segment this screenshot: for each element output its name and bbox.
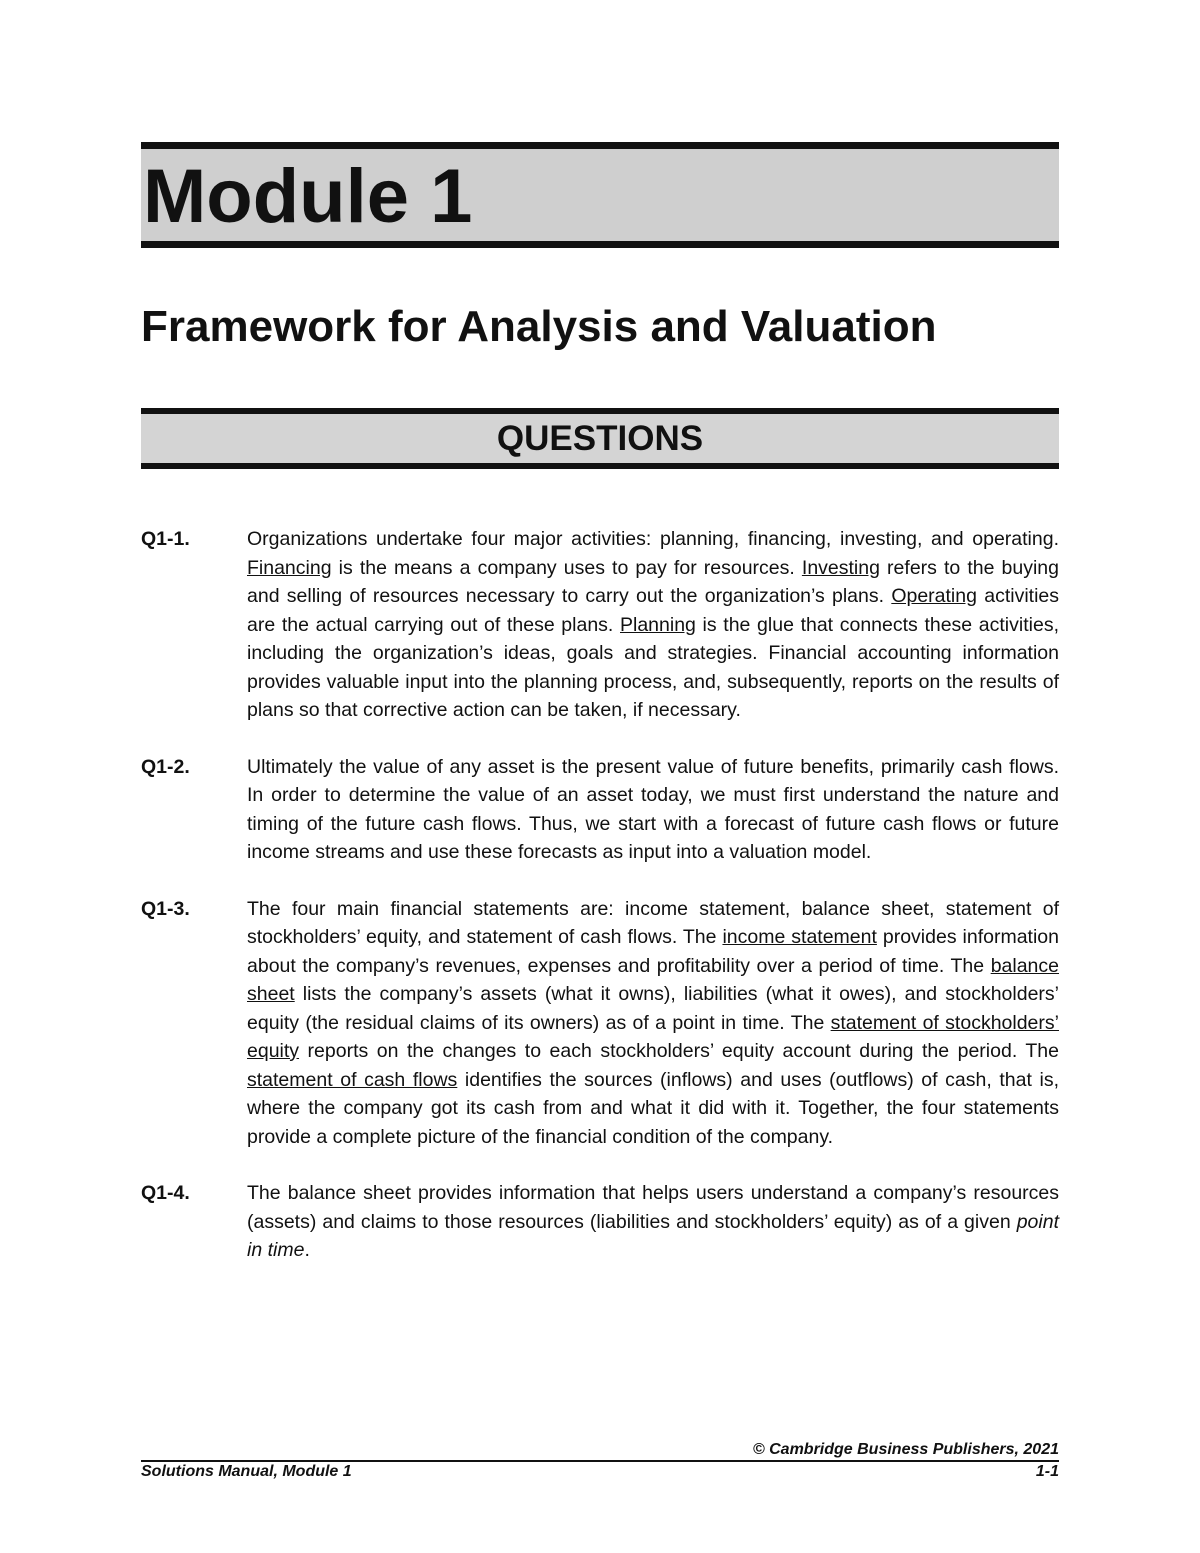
question-number: Q1-2. <box>141 755 190 778</box>
underlined-term: statement of stockholders’ equity <box>247 1011 1059 1062</box>
answer-text <box>247 1179 1059 1265</box>
underlined-term: Planning <box>620 613 696 636</box>
underlined-term: Investing <box>801 556 880 579</box>
text-segment: provides information about the company’s revenues, expenses and profitability over a period of time. The <box>247 926 1059 977</box>
module-heading-band <box>141 142 1059 248</box>
question-number: Q1-4. <box>141 1182 190 1204</box>
questions-heading-band <box>141 408 1059 469</box>
copyright-notice: © Cambridge Business Publishers, 2021 <box>752 1441 1059 1458</box>
question-item <box>141 1179 1059 1265</box>
text-segment: The four main financial statements are: income statement, balance sheet, statement of stockholders’ equity, and statement of cash flows. The <box>247 897 1059 948</box>
text-segment: activities are the actual carrying out of these plans. <box>247 585 1059 636</box>
question-item <box>141 525 1059 725</box>
text-segment: . <box>304 1239 310 1261</box>
text-segment: identifies the sources (inflows) and uses (outflows) of cash, that is, where the company got its cash from and what it did with it. Together, the four statements provide a complete picture of the financial condition of the company. <box>247 1068 1059 1148</box>
answer-text <box>247 895 1059 1152</box>
text-segment: lists the company’s assets (what it owns), liabilities (what it owes), and stockholders’ equity (the residual claims of its owners) as of a point in time. The <box>247 983 1059 1034</box>
footer-manual-title: Solutions Manual, Module 1 <box>141 1463 352 1480</box>
text-segment: The balance sheet provides information that helps users understand a company’s resources (assets) and claims to those resources (liabilities and stockholders’ equity) as of a given <box>247 1182 1059 1233</box>
text-segment: is the glue that connects these activities, including the organization’s ideas, goals and strategies. Financial accounting information provides valuable input into the planning process, and, subsequently, reports on the results of plans so that corrective action can be taken, if necessary. <box>247 613 1059 721</box>
text-segment: Organizations undertake four major activities: planning, financing, investing, and operating. <box>247 528 1059 550</box>
text-segment: reports on the changes to each stockholders’ equity account during the period. The <box>299 1040 1059 1062</box>
module-title: Module 1 <box>143 154 473 239</box>
underlined-term: statement of cash flows <box>247 1068 458 1091</box>
italic-term: point in time <box>247 1210 1059 1261</box>
text-segment: refers to the buying and selling of resources necessary to carry out the organization’s plans. <box>247 556 1059 607</box>
question-number: Q1-3. <box>141 897 190 920</box>
text-segment: Ultimately the value of any asset is the present value of future benefits, primarily cash flows. In order to determine the value of an asset today, we must first understand the nature and timing of the future cash flows. Thus, we start with a forecast of future cash flows or future income streams and use these forecasts as input into a valuation model. <box>247 755 1059 863</box>
question-item <box>141 895 1059 1152</box>
underlined-term: Operating <box>891 585 977 607</box>
page-number: 1-1 <box>1035 1463 1059 1480</box>
chapter-subtitle: Framework for Analysis and Valuation <box>141 302 937 351</box>
underlined-term: Financing <box>247 556 332 579</box>
question-item <box>141 753 1059 867</box>
underlined-term: balance sheet <box>247 954 1059 1005</box>
answer-text <box>247 525 1059 725</box>
page-footer <box>141 1440 1059 1482</box>
section-title: QUESTIONS <box>496 419 704 458</box>
answer-text <box>247 753 1059 867</box>
footer-row <box>141 1462 1059 1482</box>
text-segment: is the means a company uses to pay for resources. <box>331 556 802 579</box>
question-number: Q1-1. <box>141 528 190 550</box>
underlined-term: income statement <box>722 926 877 948</box>
questions-list <box>141 525 1059 1293</box>
